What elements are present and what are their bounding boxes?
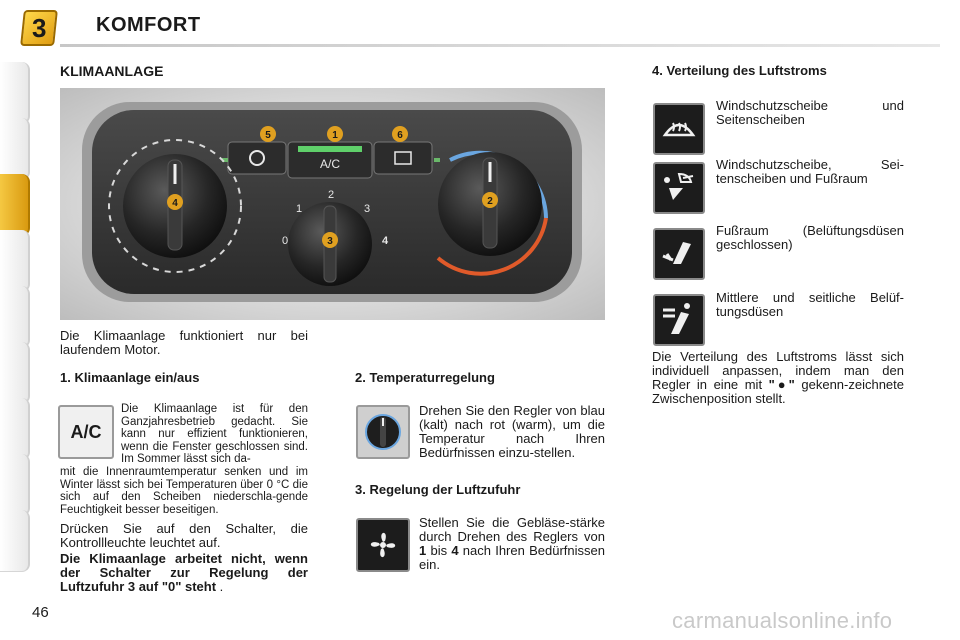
ac-icon-box	[58, 405, 114, 459]
chapter-tab-5[interactable]	[0, 286, 30, 348]
section-4-heading: 4. Verteilung des Luftstroms	[652, 63, 827, 78]
windshield-feet-icon	[659, 168, 699, 208]
recirculation-button[interactable]	[228, 142, 286, 174]
section-3-heading: 3. Regelung der Luftzufuhr	[355, 482, 521, 497]
ac-button-label: A/C	[319, 157, 341, 171]
windshield-feet-icon-box	[653, 162, 705, 214]
svg-text:6: 6	[397, 130, 403, 141]
chapter-tab-7[interactable]	[0, 398, 30, 460]
indicator-light-right	[434, 158, 440, 162]
distribution-item-3: Fußraum (Belüftungsdüsen geschlossen)	[716, 223, 904, 252]
section-1-body-b: mit die Innenraumtemperatur senken und im Winter lässt sich bei Temperaturen über 0 °C die sich auf den Scheiben niederschla-gende Feuchtigkeit besser beseitigen.	[60, 466, 308, 516]
section-4-body-b: gekenn-zeichnete Zwischenposition stellt.	[652, 377, 905, 406]
section-3-mid: bis	[430, 543, 448, 558]
chapter-tab-4[interactable]	[0, 230, 30, 292]
distribution-item-2: Windschutzscheibe, Sei-tenscheiben und Fußraum	[716, 157, 904, 186]
distribution-item-1: Windschutzscheibe und Seitenscheiben	[716, 98, 904, 127]
section-3-body-a: Stellen Sie die Gebläse-stärke durch Drehen des Reglers von	[419, 515, 605, 544]
section-4-body	[652, 350, 904, 406]
section-1-warning	[60, 552, 308, 594]
feet-air-icon-box	[653, 228, 705, 280]
section-3-body	[419, 516, 605, 572]
feet-air-icon	[659, 234, 699, 274]
section-1-warning-text: Die Klimaanlage arbeitet nicht, wenn der Schalter zur Regelung der Luftzufuhr 3 auf "0" steht	[60, 551, 308, 594]
chapter-title: KOMFORT	[96, 14, 201, 36]
svg-text:3: 3	[327, 236, 333, 247]
chapter-tab-strip	[0, 62, 34, 580]
fan-scale-1: 1	[296, 203, 303, 215]
header-rule	[60, 44, 940, 47]
section-4-symbol: "●"	[768, 377, 795, 392]
fan-scale-4: 4	[382, 235, 389, 247]
section-4-body-a: Die Verteilung des Luftstroms lässt sich individuell anpassen, indem man den Regler in eine mit	[652, 349, 904, 392]
watermark: carmanualsonline.info	[672, 608, 893, 633]
chapter-tab-1[interactable]	[0, 62, 30, 124]
badge-3	[322, 232, 338, 248]
section-3-body-b: nach Ihren Bedürfnissen ein.	[419, 543, 605, 572]
badge-5	[260, 126, 276, 142]
svg-text:2: 2	[487, 196, 493, 207]
svg-text:1: 1	[332, 130, 338, 141]
chapter-number-badge	[20, 10, 58, 46]
face-vents-icon	[659, 300, 699, 340]
section-3-from: 1	[419, 543, 427, 558]
fan-scale-3: 3	[364, 203, 371, 215]
chapter-tab-8[interactable]	[0, 454, 30, 516]
rear-defrost-button[interactable]	[374, 142, 432, 174]
section-2-heading: 2. Temperaturregelung	[355, 370, 495, 385]
page-number: 46	[32, 604, 49, 621]
chapter-number: 3	[31, 12, 47, 43]
badge-6	[392, 126, 408, 142]
ac-indicator-light	[298, 146, 362, 152]
section-2-body: Drehen Sie den Regler von blau (kalt) nach rot (warm), um die Temperatur nach Ihren Bedürfnissen einzu-stellen.	[419, 403, 605, 460]
badge-1	[327, 126, 343, 142]
badge-2	[482, 192, 498, 208]
fan-icon-box	[356, 518, 410, 572]
windshield-defrost-icon-box	[653, 103, 705, 155]
ac-icon: A/C	[70, 421, 102, 442]
distribution-item-4: Mittlere und seitliche Belüf-tungsdüsen	[716, 290, 904, 319]
temperature-icon-box	[356, 405, 410, 459]
intro-text: Die Klimaanlage funktioniert nur bei laufendem Motor.	[60, 328, 308, 357]
section-1-warning-end: .	[219, 579, 224, 594]
windshield-defrost-icon	[659, 109, 699, 149]
chapter-tab-6[interactable]	[0, 342, 30, 404]
temperature-knob-icon	[363, 412, 403, 452]
fan-scale-2: 2	[328, 189, 335, 201]
climate-panel-photo	[60, 88, 605, 320]
svg-text:5: 5	[265, 130, 271, 141]
chapter-tab-3-active[interactable]	[0, 174, 30, 236]
section-title: KLIMAANLAGE	[60, 63, 164, 79]
badge-4	[167, 194, 183, 210]
chapter-tab-9[interactable]	[0, 510, 30, 572]
section-3-to: 4	[451, 543, 459, 558]
chapter-tab-2[interactable]	[0, 118, 30, 180]
section-1-heading: 1. Klimaanlage ein/aus	[60, 370, 200, 385]
climate-panel-illustration	[60, 88, 605, 320]
fan-icon	[363, 525, 403, 565]
face-vents-icon-box	[653, 294, 705, 346]
section-1-body-c: Drücken Sie auf den Schalter, die Kontrollleuchte leuchtet auf.	[60, 521, 308, 550]
fan-scale-0: 0	[282, 235, 289, 247]
svg-text:4: 4	[172, 198, 178, 209]
section-1-body-a: Die Klimaanlage ist für den Ganzjahresbetrieb gedacht. Sie kann nur effizient funktionieren, wenn die Fenster geschlossen sind. Im Sommer lässt sich da-	[121, 403, 308, 465]
